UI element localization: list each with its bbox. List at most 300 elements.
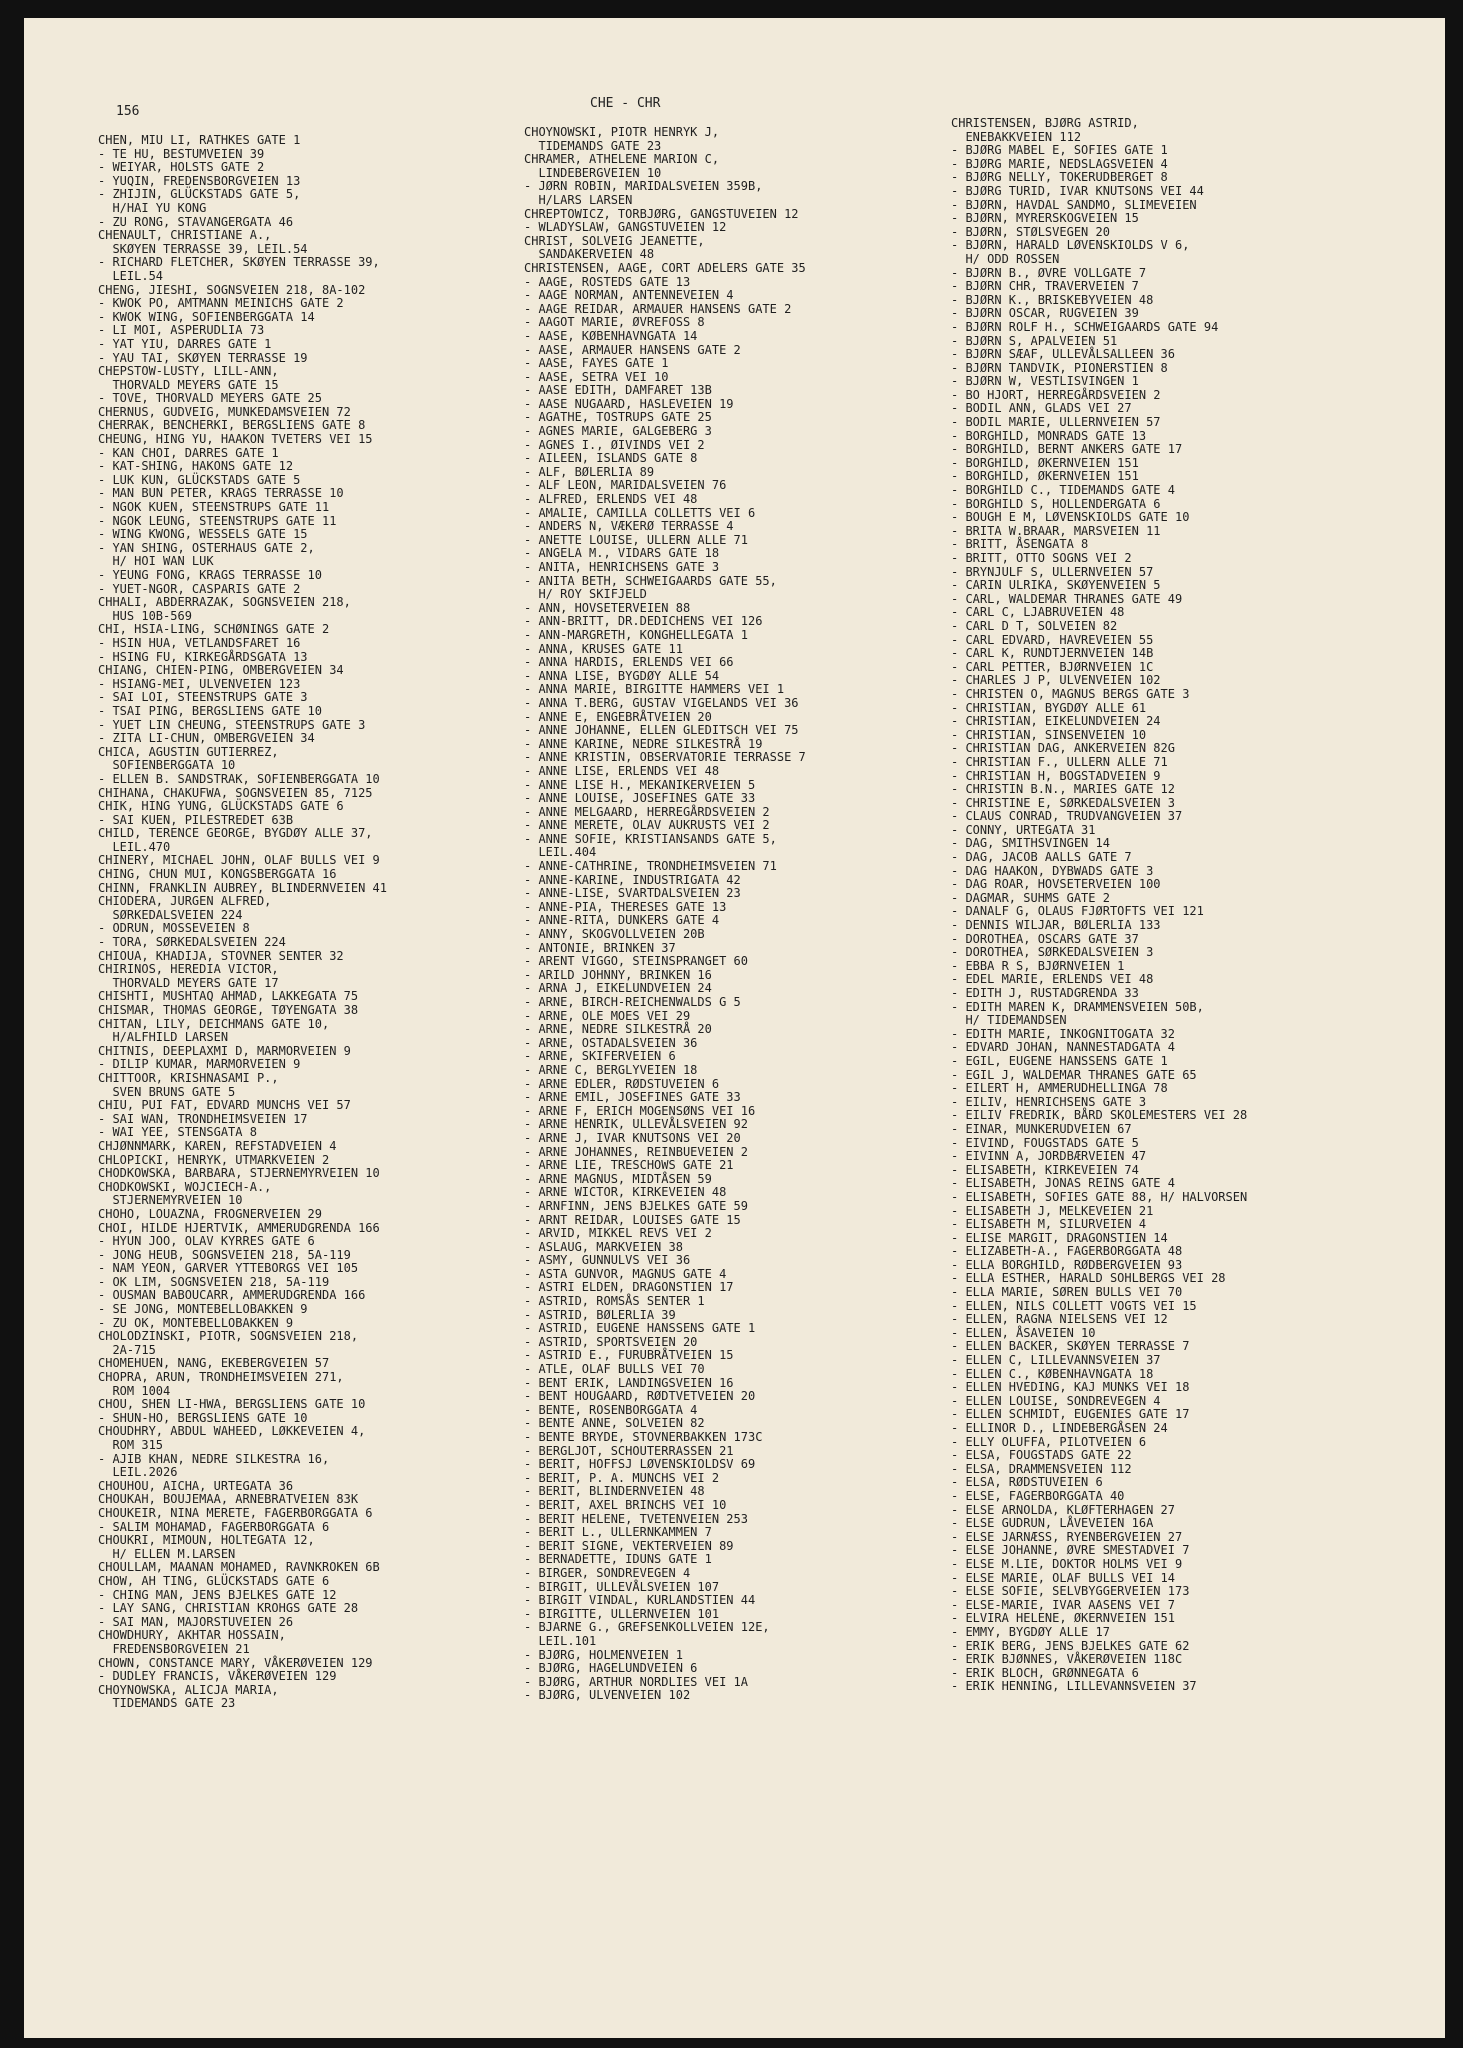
- directory-entry-line: - BJØRN, HAVDAL SANDMO, SLIMEVEIEN: [951, 197, 1197, 212]
- directory-entry-line: H/ TIDEMANDSEN: [951, 1013, 1067, 1028]
- directory-entry-line: - BJØRG, HOLMENVEIEN 1: [524, 1647, 683, 1662]
- directory-entry-line: - BIRGIT VINDAL, KURLANDSTIEN 44: [524, 1593, 756, 1608]
- directory-entry-line: - SAI WAN, TRONDHEIMSVEIEN 17: [98, 1111, 308, 1126]
- directory-entry-line: - CHRISTIAN, SINSENVEIEN 10: [951, 727, 1147, 742]
- directory-entry-line: - ELLEN SCHMIDT, EUGENIES GATE 17: [951, 1407, 1190, 1422]
- directory-entry-line: CHOUKEIR, NINA MERETE, FAGERBORGGATA 6: [98, 1505, 373, 1520]
- directory-entry-line: - EILIV FREDRIK, BÅRD SKOLEMESTERS VEI 28: [951, 1108, 1248, 1123]
- directory-entry-line: CHIODERA, JURGEN ALFRED,: [98, 894, 272, 909]
- directory-entry-line: CHEUNG, HING YU, HAAKON TVETERS VEI 15: [98, 432, 373, 447]
- directory-entry-line: - ANITA BETH, SCHWEIGAARDS GATE 55,: [524, 573, 777, 588]
- directory-entry-line: CHITAN, LILY, DEICHMANS GATE 10,: [98, 1016, 330, 1031]
- directory-entry-line: - EGIL, EUGENE HANSSENS GATE 1: [951, 1053, 1168, 1068]
- directory-entry-line: SANDAKERVEIEN 48: [524, 247, 655, 262]
- directory-entry-line: - DAG, JACOB AALLS GATE 7: [951, 850, 1132, 865]
- directory-entry-line: SØRKEDALSVEIEN 224: [98, 907, 243, 922]
- directory-entry-line: - BJØRN, MYRERSKOGVEIEN 15: [951, 211, 1139, 226]
- directory-entry-line: - YUET LIN CHEUNG, STEENSTRUPS GATE 3: [98, 717, 366, 732]
- directory-entry-line: - KWOK PO, AMTMANN MEINICHS GATE 2: [98, 296, 344, 311]
- directory-entry-line: - TORA, SØRKEDALSVEIEN 224: [98, 935, 286, 950]
- directory-entry-line: - ANNA MARIE, BIRGITTE HAMMERS VEI 1: [524, 682, 785, 697]
- directory-entry-line: - ARENT VIGGO, STEINSPRANGET 60: [524, 954, 748, 969]
- directory-entry-line: - BIRGIT, ULLEVÅLSVEIEN 107: [524, 1579, 720, 1594]
- directory-entry-line: - ELSA, FOUGSTADS GATE 22: [951, 1448, 1132, 1463]
- directory-entry-line: - BJØRN, STØLSVEGEN 20: [951, 224, 1110, 239]
- directory-entry-line: - BRITA W.BRAAR, MARSVEIEN 11: [951, 523, 1161, 538]
- directory-entry-line: - ELLEN, RAGNA NIELSENS VEI 12: [951, 1312, 1168, 1327]
- directory-entry-line: - BJØRN SÆAF, ULLEVÅLSALLEEN 36: [951, 347, 1175, 362]
- directory-entry-line: CHRAMER, ATHELENE MARION C,: [524, 152, 720, 167]
- directory-entry-line: - ATLE, OLAF BULLS VEI 70: [524, 1362, 705, 1377]
- directory-entry-line: - ARNE, NEDRE SILKESTRÅ 20: [524, 1022, 712, 1037]
- directory-entry-line: CHISMAR, THOMAS GEORGE, TØYENGATA 38: [98, 1003, 359, 1017]
- directory-entry-line: - ARNE WICTOR, KIRKEVEIEN 48: [524, 1185, 727, 1200]
- directory-entry-line: CHOUDHRY, ABDUL WAHEED, LØKKEVEIEN 4,: [98, 1424, 366, 1439]
- directory-entry-line: - ARNE, OSTADALSVEIEN 36: [524, 1035, 698, 1050]
- directory-entry-line: - DILIP KUMAR, MARMORVEIEN 9: [98, 1057, 301, 1072]
- directory-entry-line: - YEUNG FONG, KRAGS TERRASSE 10: [98, 568, 322, 582]
- directory-entry-line: - BRITT, OTTO SOGNS VEI 2: [951, 551, 1132, 565]
- column-1: [98, 134, 538, 1711]
- directory-entry-line: - CHRISTEN O, MAGNUS BERGS GATE 3: [951, 686, 1190, 701]
- directory-entry-line: - NAM YEON, GARVER YTTEBORGS VEI 105: [98, 1261, 359, 1276]
- directory-entry-line: - OUSMAN BABOUCARR, AMMERUDGRENDA 166: [98, 1288, 366, 1303]
- directory-entry-line: - BODIL MARIE, ULLERNVEIEN 57: [951, 415, 1161, 430]
- directory-entry-line: - BO HJORT, HERREGÅRDSVEIEN 2: [951, 387, 1161, 402]
- directory-entry-line: CHISHTI, MUSHTAQ AHMAD, LAKKEGATA 75: [98, 989, 359, 1004]
- directory-entry-line: - DOROTHEA, OSCARS GATE 37: [951, 931, 1139, 946]
- directory-entry-line: - ERIK BERG, JENS BJELKES GATE 62: [951, 1638, 1190, 1653]
- directory-entry-line: - LAY SANG, CHRISTIAN KROHGS GATE 28: [98, 1601, 359, 1616]
- directory-entry-line: - CHRISTIAN H, BOGSTADVEIEN 9: [951, 768, 1161, 783]
- directory-entry-line: - ARNE MAGNUS, MIDTÅSEN 59: [524, 1171, 712, 1186]
- directory-entry-line: - BJØRN ROLF H., SCHWEIGAARDS GATE 94: [951, 319, 1219, 334]
- directory-entry-line: CHING, CHUN MUI, KONGSBERGGATA 16: [98, 867, 337, 882]
- directory-entry-line: CHERRAK, BENCHERKI, BERGSLIENS GATE 8: [98, 418, 366, 433]
- directory-entry-line: - ELISABETH M, SILURVEIEN 4: [951, 1217, 1147, 1232]
- directory-entry-line: CHODKOWSKI, WOJCIECH-A.,: [98, 1179, 272, 1194]
- directory-entry-line: - BJØRN CHR, TRAVERVEIEN 7: [951, 279, 1139, 294]
- directory-entry-line: - BENT ERIK, LANDINGSVEIEN 16: [524, 1375, 734, 1390]
- directory-entry-line: - ELSE-MARIE, IVAR AASENS VEI 7: [951, 1597, 1175, 1612]
- directory-entry-line: - BERNADETTE, IDUNS GATE 1: [524, 1552, 712, 1567]
- directory-entry-line: CHJØNNMARK, KAREN, REFSTADVEIEN 4: [98, 1138, 337, 1153]
- directory-entry-line: - ELISABETH, SOFIES GATE 88, H/ HALVORSEN: [951, 1189, 1248, 1204]
- directory-entry-line: - ODRUN, MOSSEVEIEN 8: [98, 921, 250, 936]
- directory-entry-line: - ELSA, DRAMMENSVEIEN 112: [951, 1461, 1132, 1476]
- directory-entry-line: CHOI, HILDE HJERTVIK, AMMERUDGRENDA 166: [98, 1220, 380, 1235]
- directory-entry-line: - ANGELA M., VIDARS GATE 18: [524, 546, 720, 561]
- directory-entry-line: - EGIL J, WALDEMAR THRANES GATE 65: [951, 1067, 1197, 1082]
- directory-entry-line: - CHRISTIAN, EIKELUNDVEIEN 24: [951, 714, 1161, 729]
- directory-entry-line: - ELISABETH, KIRKEVEIEN 74: [951, 1162, 1139, 1177]
- directory-entry-line: - EDEL MARIE, ERLENDS VEI 48: [951, 972, 1154, 987]
- directory-entry-line: CHI, HSIA-LING, SCHØNINGS GATE 2: [98, 622, 330, 637]
- directory-entry-line: - YAU TAI, SKØYEN TERRASSE 19: [98, 350, 308, 365]
- directory-entry-line: - EDITH J, RUSTADGRENDA 33: [951, 986, 1139, 1000]
- directory-entry-line: - AGNES I., ØIVINDS VEI 2: [524, 437, 705, 452]
- directory-entry-line: - ELLINOR D., LINDEBERGÅSEN 24: [951, 1421, 1168, 1435]
- directory-entry-line: - ARNE, SKIFERVEIEN 6: [524, 1049, 676, 1064]
- directory-entry-line: - ELSE SOFIE, SELVBYGGERVEIEN 173: [951, 1584, 1190, 1599]
- directory-entry-line: - ASTRID, ROMSÅS SENTER 1: [524, 1294, 705, 1309]
- directory-entry-line: - EILIV, HENRICHSENS GATE 3: [951, 1094, 1147, 1109]
- directory-entry-line: - ARILD JOHNNY, BRINKEN 16: [524, 967, 712, 982]
- directory-entry-line: LEIL.54: [98, 268, 164, 283]
- directory-entry-line: - CARL EDVARD, HAVREVEIEN 55: [951, 632, 1154, 647]
- directory-entry-line: - ARNE, BIRCH-REICHENWALDS G 5: [524, 995, 741, 1009]
- directory-entry-line: - AAGE NORMAN, ANTENNEVEIEN 4: [524, 288, 734, 303]
- directory-entry-line: - ELLEN, ÅSAVEIEN 10: [951, 1325, 1096, 1340]
- directory-entry-line: - BJØRN W, VESTLISVINGEN 1: [951, 374, 1139, 389]
- page-header: CHE - CHR: [590, 96, 661, 111]
- directory-entry-line: - ASTRI ELDEN, DRAGONSTIEN 17: [524, 1280, 734, 1295]
- directory-entry-line: CHODKOWSKA, BARBARA, STJERNEMYRVEIEN 10: [98, 1166, 380, 1181]
- directory-entry-line: CHOLODZINSKI, PIOTR, SOGNSVEIEN 218,: [98, 1329, 359, 1344]
- directory-entry-line: - AASE, ARMAUER HANSENS GATE 2: [524, 342, 741, 357]
- directory-entry-line: - ANN-MARGRETH, KONGHELLEGATA 1: [524, 627, 748, 642]
- directory-entry-line: - EBBA R S, BJØRNVEIEN 1: [951, 958, 1125, 973]
- directory-entry-line: - NGOK LEUNG, STEENSTRUPS GATE 11: [98, 513, 337, 528]
- directory-entry-line: - ERIK BLOCH, GRØNNEGATA 6: [951, 1665, 1139, 1680]
- directory-entry-line: - ELSE GUDRUN, LÅVEVEIEN 16A: [951, 1516, 1154, 1531]
- directory-entry-line: - BERIT, BLINDERNVEIEN 48: [524, 1484, 705, 1499]
- directory-entry-line: - BIRGER, SONDREVEGEN 4: [524, 1565, 691, 1580]
- directory-entry-line: - EDITH MAREN K, DRAMMENSVEIEN 50B,: [951, 999, 1204, 1014]
- directory-entry-line: - BORGHILD, MONRADS GATE 13: [951, 428, 1147, 443]
- directory-entry-line: - BJARNE G., GREFSENKOLLVEIEN 12E,: [524, 1620, 770, 1635]
- directory-entry-line: CHRISTENSEN, AAGE, CORT ADELERS GATE 35: [524, 260, 806, 275]
- directory-entry-line: - ANNE E, ENGEBRÅTVEIEN 20: [524, 709, 712, 724]
- directory-entry-line: - ANN, HOVSETERVEIEN 88: [524, 600, 691, 615]
- directory-entry-line: - ANNE-KARINE, INDUSTRIGATA 42: [524, 872, 741, 887]
- directory-entry-line: - ELLA BORGHILD, RØDBERGVEIEN 93: [951, 1257, 1183, 1272]
- directory-entry-line: - ELLEN B. SANDSTRAK, SOFIENBERGGATA 10: [98, 771, 380, 786]
- directory-entry-line: ENEBAKKVEIEN 112: [951, 129, 1082, 144]
- directory-entry-line: - BERIT, AXEL BRINCHS VEI 10: [524, 1497, 727, 1512]
- directory-entry-line: CHOWDHURY, AKHTAR HOSSAIN,: [98, 1628, 286, 1643]
- directory-entry-line: - ANNE-RITA, DUNKERS GATE 4: [524, 913, 720, 928]
- directory-entry-line: - CHRISTINE E, SØRKEDALSVEIEN 3: [951, 795, 1175, 810]
- directory-entry-line: - EIVIND, FOUGSTADS GATE 5: [951, 1135, 1139, 1150]
- directory-entry-line: - BJØRN, HARALD LØVENSKIOLDS V 6,: [951, 238, 1190, 253]
- directory-entry-line: - CLAUS CONRAD, TRUDVANGVEIEN 37: [951, 809, 1183, 824]
- directory-entry-line: - CHRISTIN B.N., MARIES GATE 12: [951, 782, 1175, 797]
- directory-entry-line: - SHUN-HO, BERGSLIENS GATE 10: [98, 1410, 308, 1425]
- directory-entry-line: - BJØRN OSCAR, RUGVEIEN 39: [951, 306, 1139, 321]
- directory-entry-line: - TOVE, THORVALD MEYERS GATE 25: [98, 391, 322, 406]
- directory-entry-line: H/ALFHILD LARSEN: [98, 1030, 229, 1045]
- directory-entry-line: - CHING MAN, JENS BJELKES GATE 12: [98, 1587, 337, 1602]
- directory-entry-line: CHIANG, CHIEN-PING, OMBERGVEIEN 34: [98, 663, 344, 678]
- directory-entry-line: CHOULLAM, MAANAN MOHAMED, RAVNKROKEN 6B: [98, 1560, 380, 1575]
- directory-entry-line: - BERIT, HOFFSJ LØVENSKIOLDSV 69: [524, 1457, 756, 1472]
- directory-entry-line: - AAGOT MARIE, ØVREFOSS 8: [524, 315, 705, 330]
- directory-entry-line: - ANNE LISE H., MEKANIKERVEIEN 5: [524, 777, 756, 792]
- directory-entry-line: - ARNE HENRIK, ULLEVÅLSVEIEN 92: [524, 1117, 748, 1132]
- directory-entry-line: - ANNE LISE, ERLENDS VEI 48: [524, 763, 720, 778]
- directory-entry-line: - ANNE MELGAARD, HERREGÅRDSVEIEN 2: [524, 804, 770, 819]
- directory-entry-line: - KWOK WING, SOFIENBERGGATA 14: [98, 309, 315, 324]
- directory-entry-line: - ERIK BJØNNES, VÅKERØVEIEN 118C: [951, 1652, 1183, 1667]
- directory-entry-line: LEIL.404: [524, 845, 597, 860]
- directory-entry-line: CHIOUA, KHADIJA, STOVNER SENTER 32: [98, 948, 344, 963]
- directory-entry-line: - ANN-BRITT, DR.DEDICHENS VEI 126: [524, 614, 763, 629]
- directory-entry-line: THORVALD MEYERS GATE 15: [98, 377, 279, 392]
- directory-entry-line: - CHRISTIAN, BYGDØY ALLE 61: [951, 700, 1147, 715]
- directory-entry-line: - ANNA, KRUSES GATE 11: [524, 641, 683, 656]
- directory-entry-line: - ELLEN HVEDING, KAJ MUNKS VEI 18: [951, 1380, 1190, 1395]
- directory-entry-line: - ELSA, RØDSTUVEIEN 6: [951, 1475, 1103, 1490]
- directory-entry-line: - ELSE JOHANNE, ØVRE SMESTADVEI 7: [951, 1543, 1190, 1558]
- directory-entry-line: - DUDLEY FRANCIS, VÅKERØVEIEN 129: [98, 1669, 337, 1684]
- directory-entry-line: CHLOPICKI, HENRYK, UTMARKVEIEN 2: [98, 1152, 330, 1167]
- directory-entry-line: - ARNE EMIL, JOSEFINES GATE 33: [524, 1090, 741, 1105]
- directory-entry-line: FREDENSBORGVEIEN 21: [98, 1641, 250, 1656]
- directory-entry-line: - EDVARD JOHAN, NANNESTADGATA 4: [951, 1040, 1175, 1055]
- directory-entry-line: LEIL.470: [98, 839, 171, 854]
- directory-entry-line: - AJIB KHAN, NEDRE SILKESTRA 16,: [98, 1451, 330, 1466]
- directory-entry-line: CHHALI, ABDERRAZAK, SOGNSVEIEN 218,: [98, 595, 351, 610]
- directory-entry-line: CHERNUS, GUDVEIG, MUNKEDAMSVEIEN 72: [98, 404, 351, 419]
- directory-entry-line: - BJØRG, HAGELUNDVEIEN 6: [524, 1661, 698, 1676]
- directory-entry-line: LEIL.101: [524, 1633, 597, 1648]
- directory-entry-line: CHIRINOS, HEREDIA VICTOR,: [98, 962, 279, 977]
- directory-entry-line: - MAN BUN PETER, KRAGS TERRASSE 10: [98, 486, 344, 501]
- directory-entry-line: - EINAR, MUNKERUDVEIEN 67: [951, 1121, 1132, 1136]
- directory-entry-line: - CHRISTIAN DAG, ANKERVEIEN 82G: [951, 741, 1175, 756]
- directory-entry-line: CHOYNOWSKA, ALICJA MARIA,: [98, 1682, 279, 1697]
- directory-entry-line: - ASTRID, BØLERLIA 39: [524, 1307, 676, 1322]
- directory-entry-line: - ZU RONG, STAVANGERGATA 46: [98, 214, 294, 229]
- directory-entry-line: - AASE, SETRA VEI 10: [524, 369, 669, 384]
- directory-entry-line: - BERGLJOT, SCHOUTERRASSEN 21: [524, 1443, 734, 1458]
- directory-entry-line: - ALFRED, ERLENDS VEI 48: [524, 492, 698, 507]
- directory-entry-line: H/HAI YU KONG: [98, 200, 207, 215]
- directory-entry-line: - ARNE F, ERICH MOGENSØNS VEI 16: [524, 1103, 756, 1118]
- directory-entry-line: - ERIK HENNING, LILLEVANNSVEIEN 37: [951, 1679, 1197, 1694]
- directory-entry-line: H/ ELLEN M.LARSEN: [98, 1546, 236, 1561]
- directory-entry-line: - CONNY, URTEGATA 31: [951, 822, 1096, 837]
- directory-entry-line: - ASTRID E., FURUBRÅTVEIEN 15: [524, 1348, 734, 1363]
- directory-entry-line: - BJØRG, ARTHUR NORDLIES VEI 1A: [524, 1674, 748, 1689]
- directory-entry-line: - BODIL ANN, GLADS VEI 27: [951, 401, 1132, 416]
- directory-entry-line: - AAGE REIDAR, ARMAUER HANSENS GATE 2: [524, 301, 792, 316]
- directory-entry-line: - ELLEN, NILS COLLETT VOGTS VEI 15: [951, 1298, 1197, 1313]
- directory-entry-line: - CARL, WALDEMAR THRANES GATE 49: [951, 591, 1183, 606]
- directory-entry-line: - SAI MAN, MAJORSTUVEIEN 26: [98, 1614, 294, 1629]
- directory-entry-line: H/ ROY SKIFJELD: [524, 587, 647, 602]
- directory-entry-line: - DAGMAR, SUHMS GATE 2: [951, 890, 1110, 905]
- directory-entry-line: - BORGHILD C., TIDEMANDS GATE 4: [951, 483, 1175, 498]
- directory-entry-line: - ARNE, OLE MOES VEI 29: [524, 1008, 691, 1023]
- directory-entry-line: - BORGHILD, ØKERNVEIEN 151: [951, 455, 1139, 470]
- directory-entry-line: - BOUGH E M, LØVENSKIOLDS GATE 10: [951, 510, 1190, 525]
- directory-entry-line: - EDITH MARIE, INKOGNITOGATA 32: [951, 1026, 1175, 1041]
- directory-entry-line: CHENG, JIESHI, SOGNSVEIEN 218, 8A-102: [98, 282, 366, 297]
- directory-entry-line: - BJØRN B., ØVRE VOLLGATE 7: [951, 265, 1147, 280]
- directory-entry-line: CHEPSTOW-LUSTY, LILL-ANN,: [98, 364, 279, 379]
- directory-entry-line: CHOHO, LOUAZNA, FROGNERVEIEN 29: [98, 1206, 322, 1221]
- directory-entry-line: SVEN BRUNS GATE 5: [98, 1084, 236, 1099]
- directory-entry-line: - BRITT, ÅSENGATA 8: [951, 537, 1089, 552]
- directory-entry-line: - HSING FU, KIRKEGÅRDSGATA 13: [98, 649, 308, 664]
- directory-entry-line: - ANDERS N, VÆKERØ TERRASSE 4: [524, 519, 734, 534]
- directory-entry-line: - YAN SHING, OSTERHAUS GATE 2,: [98, 540, 315, 555]
- directory-entry-line: - LI MOI, ASPERUDLIA 73: [98, 323, 265, 338]
- directory-entry-line: - ANNE MERETE, OLAV AUKRUSTS VEI 2: [524, 818, 770, 833]
- directory-entry-line: - NGOK KUEN, STEENSTRUPS GATE 11: [98, 500, 330, 515]
- directory-entry-line: LINDEBERGVEIEN 10: [524, 165, 662, 180]
- directory-entry-line: - ASLAUG, MARKVEIEN 38: [524, 1239, 683, 1254]
- directory-entry-line: - YAT YIU, DARRES GATE 1: [98, 336, 272, 351]
- directory-entry-line: - BERIT, P. A. MUNCHS VEI 2: [524, 1470, 720, 1485]
- directory-entry-line: CHOU, SHEN LI-HWA, BERGSLIENS GATE 10: [98, 1397, 366, 1412]
- directory-entry-line: - ARNFINN, JENS BJELKES GATE 59: [524, 1198, 748, 1213]
- directory-entry-line: - DAG, SMITHSVINGEN 14: [951, 836, 1110, 851]
- directory-entry-line: - CARL C, LJABRUVEIEN 48: [951, 605, 1125, 620]
- directory-entry-line: - HSIANG-MEI, ULVENVEIEN 123: [98, 676, 301, 691]
- directory-entry-line: SOFIENBERGGATA 10: [98, 758, 236, 773]
- directory-entry-line: - BENTE BRYDE, STOVNERBAKKEN 173C: [524, 1430, 763, 1444]
- directory-entry-line: - AASE, FAYES GATE 1: [524, 356, 669, 371]
- directory-entry-line: CHICA, AGUSTIN GUTIERREZ,: [98, 744, 279, 759]
- directory-entry-line: - ELLEN C., KØBENHAVNGATA 18: [951, 1366, 1154, 1381]
- directory-entry-line: - CHARLES J P, ULVENVEIEN 102: [951, 673, 1161, 688]
- directory-entry-line: - AASE EDITH, DAMFARET 13B: [524, 383, 712, 398]
- directory-entry-line: ROM 315: [98, 1438, 164, 1452]
- directory-entry-line: - ZU OK, MONTEBELLOBAKKEN 9: [98, 1315, 294, 1330]
- directory-entry-line: - ANNE JOHANNE, ELLEN GLEDITSCH VEI 75: [524, 723, 799, 738]
- directory-entry-line: - BERIT HELENE, TVETENVEIEN 253: [524, 1511, 748, 1526]
- directory-page: [24, 18, 1445, 2038]
- directory-entry-line: - ANNE-PIA, THERESES GATE 13: [524, 899, 727, 914]
- directory-entry-line: - HSIN HUA, VETLANDSFARET 16: [98, 635, 301, 650]
- directory-entry-line: - BJØRG MARIE, NEDSLAGSVEIEN 4: [951, 156, 1168, 171]
- directory-entry-line: TIDEMANDS GATE 23: [98, 1696, 236, 1711]
- directory-entry-line: - AGNES MARIE, GALGEBERG 3: [524, 424, 712, 439]
- directory-entry-line: CHIHANA, CHAKUFWA, SOGNSVEIEN 85, 7125: [98, 785, 373, 800]
- directory-entry-line: - ANNA LISE, BYGDØY ALLE 54: [524, 668, 720, 683]
- directory-entry-line: CHREPTOWICZ, TORBJØRG, GANGSTUVEIEN 12: [524, 206, 799, 221]
- directory-entry-line: - TE HU, BESTUMVEIEN 39: [98, 146, 265, 161]
- directory-entry-line: - CHRISTIAN F., ULLERN ALLE 71: [951, 754, 1168, 769]
- directory-entry-line: - ANNE-CATHRINE, TRONDHEIMSVEIEN 71: [524, 859, 777, 874]
- directory-entry-line: - ELLEN LOUISE, SONDREVEGEN 4: [951, 1393, 1161, 1408]
- directory-entry-line: LEIL.2026: [98, 1465, 178, 1480]
- directory-entry-line: - ELLEN BACKER, SKØYEN TERRASSE 7: [951, 1339, 1190, 1354]
- directory-entry-line: - RICHARD FLETCHER, SKØYEN TERRASSE 39,: [98, 255, 380, 270]
- directory-entry-line: - SAI LOI, STEENSTRUPS GATE 3: [98, 690, 308, 705]
- page-number: 156: [116, 104, 140, 119]
- directory-entry-line: - BJØRN K., BRISKEBYVEIEN 48: [951, 292, 1154, 307]
- directory-entry-line: - ANNA T.BERG, GUSTAV VIGELANDS VEI 36: [524, 695, 799, 710]
- directory-entry-line: - ARNA J, EIKELUNDVEIEN 24: [524, 981, 712, 996]
- directory-entry-line: - DANALF G, OLAUS FJØRTOFTS VEI 121: [951, 904, 1204, 919]
- directory-entry-line: - BJØRG TURID, IVAR KNUTSONS VEI 44: [951, 183, 1204, 198]
- directory-entry-line: CHINERY, MICHAEL JOHN, OLAF BULLS VEI 9: [98, 853, 380, 868]
- directory-entry-line: STJERNEMYRVEIEN 10: [98, 1193, 243, 1208]
- directory-entry-line: H/LARS LARSEN: [524, 192, 633, 207]
- directory-entry-line: - ELSE, FAGERBORGGATA 40: [951, 1488, 1125, 1503]
- directory-entry-line: - ALF LEON, MARIDALSVEIEN 76: [524, 478, 727, 493]
- directory-entry-line: - ANITA, HENRICHSENS GATE 3: [524, 560, 720, 574]
- directory-entry-line: - BJØRN TANDVIK, PIONERSTIEN 8: [951, 360, 1168, 375]
- directory-entry-line: - AASE NUGAARD, HASLEVEIEN 19: [524, 396, 734, 411]
- directory-entry-line: - KAN CHOI, DARRES GATE 1: [98, 445, 279, 460]
- directory-entry-line: - AILEEN, ISLANDS GATE 8: [524, 451, 698, 466]
- directory-entry-line: - KAT-SHING, HAKONS GATE 12: [98, 459, 294, 474]
- directory-entry-line: THORVALD MEYERS GATE 17: [98, 975, 279, 990]
- directory-entry-line: - EIVINN A, JORDBÆRVEIEN 47: [951, 1149, 1147, 1164]
- directory-entry-line: H/ ODD ROSSEN: [951, 251, 1060, 266]
- directory-entry-line: - BJØRG, ULVENVEIEN 102: [524, 1688, 691, 1703]
- directory-entry-line: - BORGHILD, BERNT ANKERS GATE 17: [951, 442, 1183, 457]
- directory-entry-line: - ELLA MARIE, SØREN BULLS VEI 70: [951, 1285, 1183, 1300]
- directory-entry-line: - SAI KUEN, PILESTREDET 63B: [98, 812, 294, 827]
- directory-entry-line: - ASTA GUNVOR, MAGNUS GATE 4: [524, 1266, 727, 1281]
- directory-entry-line: - ANNE KARINE, NEDRE SILKESTRÅ 19: [524, 736, 763, 751]
- directory-entry-line: - CARL D T, SOLVEIEN 82: [951, 618, 1118, 633]
- directory-entry-line: CHIU, PUI FAT, EDVARD MUNCHS VEI 57: [98, 1098, 351, 1113]
- directory-entry-line: CHRIST, SOLVEIG JEANETTE,: [524, 233, 705, 248]
- directory-entry-line: CHOUKAH, BOUJEMAA, ARNEBRATVEIEN 83K: [98, 1492, 359, 1507]
- directory-entry-line: - ARNE J, IVAR KNUTSONS VEI 20: [524, 1130, 741, 1145]
- directory-entry-line: CHITNIS, DEEPLAXMI D, MARMORVEIEN 9: [98, 1043, 351, 1058]
- directory-entry-line: - BENTE, ROSENBORGGATA 4: [524, 1402, 698, 1417]
- directory-entry-line: CHOUHOU, AICHA, URTEGATA 36: [98, 1478, 294, 1493]
- directory-entry-line: - DAG ROAR, HOVSETERVEIEN 100: [951, 877, 1161, 892]
- directory-entry-line: - ZITA LI-CHUN, OMBERGVEIEN 34: [98, 731, 315, 746]
- directory-entry-line: CHOW, AH TING, GLÜCKSTADS GATE 6: [98, 1573, 330, 1588]
- directory-entry-line: - BIRGITTE, ULLERNVEIEN 101: [524, 1606, 720, 1621]
- directory-entry-line: - ANNE LOUISE, JOSEFINES GATE 33: [524, 791, 756, 806]
- directory-entry-line: - WEIYAR, HOLSTS GATE 2: [98, 160, 265, 175]
- directory-entry-line: - TSAI PING, BERGSLIENS GATE 10: [98, 703, 322, 718]
- directory-entry-line: - ALF, BØLERLIA 89: [524, 464, 655, 479]
- directory-entry-line: - BRYNJULF S, ULLERNVEIEN 57: [951, 564, 1154, 579]
- directory-entry-line: - JONG HEUB, SOGNSVEIEN 218, 5A-119: [98, 1247, 351, 1262]
- directory-entry-line: - OK LIM, SOGNSVEIEN 218, 5A-119: [98, 1274, 330, 1289]
- directory-entry-line: - CARIN ULRIKA, SKØYENVEIEN 5: [951, 578, 1161, 593]
- directory-entry-line: - AASE, KØBENHAVNGATA 14: [524, 328, 698, 343]
- directory-entry-line: - ARNE EDLER, RØDSTUVEIEN 6: [524, 1076, 720, 1091]
- directory-entry-line: - ELVIRA HELENE, ØKERNVEIEN 151: [951, 1611, 1175, 1626]
- directory-entry-line: CHOWN, CONSTANCE MARY, VÅKERØVEIEN 129: [98, 1655, 373, 1670]
- directory-entry-line: - BORGHILD, ØKERNVEIEN 151: [951, 469, 1139, 484]
- directory-entry-line: - ASMY, GUNNULVS VEI 36: [524, 1253, 691, 1268]
- directory-entry-line: - EILERT H, AMMERUDHELLINGA 78: [951, 1081, 1168, 1096]
- directory-entry-line: - JØRN ROBIN, MARIDALSVEIEN 359B,: [524, 179, 763, 194]
- directory-entry-line: - ELISABETH, JONAS REINS GATE 4: [951, 1176, 1175, 1191]
- directory-entry-line: - BJØRG MABEL E, SOFIES GATE 1: [951, 143, 1168, 158]
- directory-entry-line: - WAI YEE, STENSGATA 8: [98, 1125, 257, 1140]
- directory-entry-line: - AGATHE, TOSTRUPS GATE 25: [524, 410, 712, 425]
- directory-entry-line: - ANNE-LISE, SVARTDALSVEIEN 23: [524, 886, 741, 901]
- directory-entry-line: CHOPRA, ARUN, TRONDHEIMSVEIEN 271,: [98, 1370, 344, 1385]
- directory-entry-line: CHITTOOR, KRISHNASAMI P.,: [98, 1070, 279, 1085]
- directory-entry-line: - ELLA ESTHER, HARALD SOHLBERGS VEI 28: [951, 1271, 1226, 1286]
- directory-entry-line: - AMALIE, CAMILLA COLLETTS VEI 6: [524, 505, 756, 520]
- directory-entry-line: - DOROTHEA, SØRKEDALSVEIEN 3: [951, 945, 1154, 960]
- directory-entry-line: - ARNE LIE, TRESCHOWS GATE 21: [524, 1158, 734, 1173]
- directory-entry-line: CHOMEHUEN, NANG, EKEBERGVEIEN 57: [98, 1356, 330, 1371]
- directory-entry-line: - ANNE KRISTIN, OBSERVATORIE TERRASSE 7: [524, 750, 806, 765]
- directory-entry-line: - DAG HAAKON, DYBWADS GATE 3: [951, 863, 1154, 878]
- directory-entry-line: - BENT HOUGAARD, RØDTVETVEIEN 20: [524, 1389, 756, 1404]
- directory-entry-line: - ELLY OLUFFA, PILOTVEIEN 6: [951, 1434, 1147, 1449]
- directory-entry-line: - ARNE JOHANNES, REINBUEVEIEN 2: [524, 1144, 748, 1159]
